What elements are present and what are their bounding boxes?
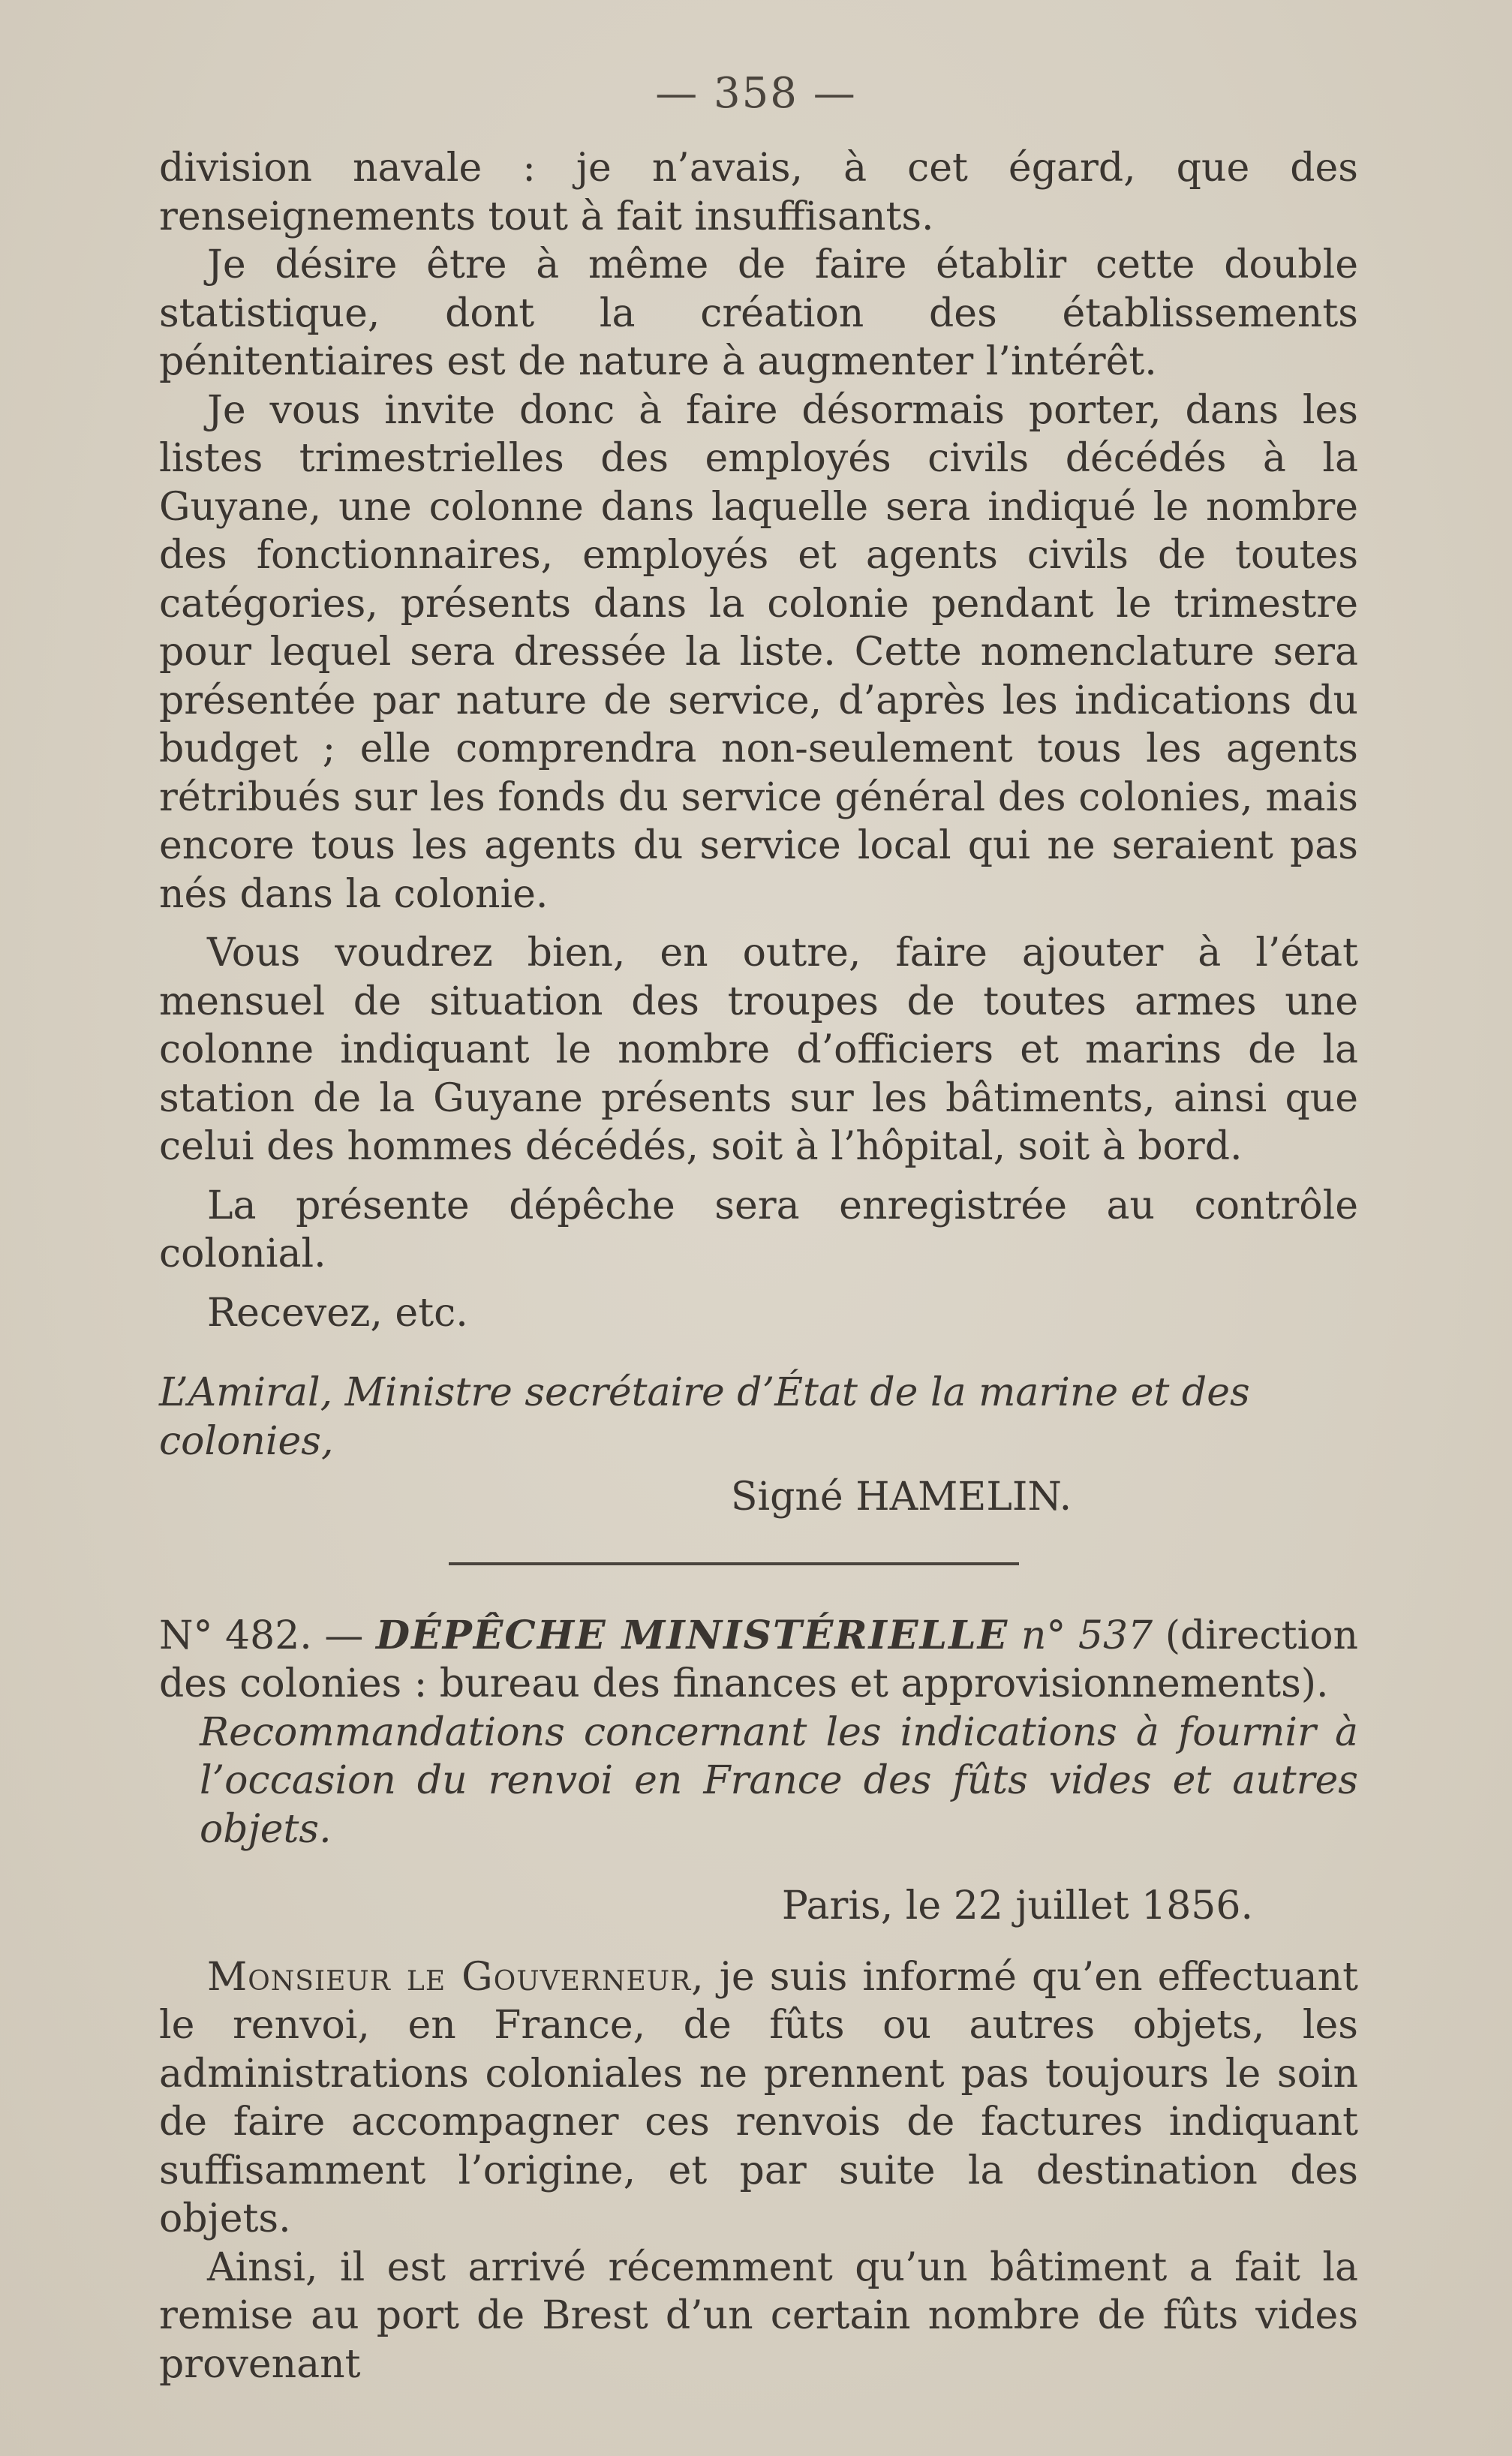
document-body <box>159 144 1358 2388</box>
dispatch-direction: (direction des colonies : bureau des finances et approvisionnements). <box>159 1613 1359 1706</box>
paragraph: La présente dépêche sera enregistrée au contrôle colonial. <box>159 1183 1358 1276</box>
dispatch-ref: n° 537 <box>1021 1613 1153 1658</box>
paragraph: division navale : je n’avais, à cet égard, que des renseignements tout à fait insuffisants. <box>159 146 1358 239</box>
dispatch-kind: DÉPÊCHE MINISTÉRIELLE <box>375 1612 1009 1658</box>
paragraph: Vous voudrez bien, en outre, faire ajouter à l’état mensuel de situation des troupes de toutes armes une colonne indiquant le nombre d’officiers et marins de la station de la Guyane présents sur les bâtiments, ainsi que celui des hommes décédés, soit à l’hôpital, soit à bord. <box>159 930 1358 1169</box>
paragraph: Je vous invite donc à faire désormais porter, dans les listes trimestrielles des employés civils décédés à la Guyane, une colonne dans laquelle sera indiqué le nombre des fonctionnaires, employés et agents civils de toutes catégories, présents dans la colonie pendant le trimestre pour lequel sera dressée la liste. Cette nomenclature sera présentée par nature de service, d’après les indications du budget ; elle comprendra non-seulement tous les agents rétribués sur les fonds du service général des colonies, mais encore tous les agents du service local qui ne seraient pas nés dans la colonie. <box>159 387 1358 917</box>
salutation: Monsieur le Gouverneur, <box>207 1954 705 2000</box>
page-number: — 358 — <box>655 69 857 118</box>
paragraph-text: je suis informé qu’en effectuant le renvoi, en France, de fûts ou autres objets, les administrations coloniales ne prennent pas toujours le soin de faire accompagner ces renvois de factures indiquant suffisamment l’origine, et par suite la destination des objets. <box>159 1954 1359 2241</box>
paragraph: Ainsi, il est arrivé récemment qu’un bâtiment a fait la remise au port de Brest d’un certain nombre de fûts vides provenant <box>159 2244 1358 2387</box>
dispatch-heading <box>159 1612 1358 1709</box>
dispatch-number: N° 482. — <box>159 1613 364 1658</box>
dispatch-date: Paris, le 22 juillet 1856. <box>781 1883 1253 1928</box>
signature-title: L’Amiral, Ministre secrétaire d’État de la marine et des colonies, <box>159 1370 1250 1464</box>
section-divider <box>449 1562 1019 1565</box>
dispatch-subject: Recommandations concernant les indications à fournir à l’occasion du renvoi en France des fûts vides et autres objets. <box>200 1709 1358 1852</box>
paragraph: Recevez, etc. <box>207 1290 468 1336</box>
paragraph: Je désire être à même de faire établir cette double statistique, dont la création des établissements pénitentiaires est de nature à augmenter l’intérêt. <box>159 242 1358 384</box>
paragraph <box>159 1953 1358 2244</box>
signature-name: Signé HAMELIN. <box>730 1475 1072 1520</box>
